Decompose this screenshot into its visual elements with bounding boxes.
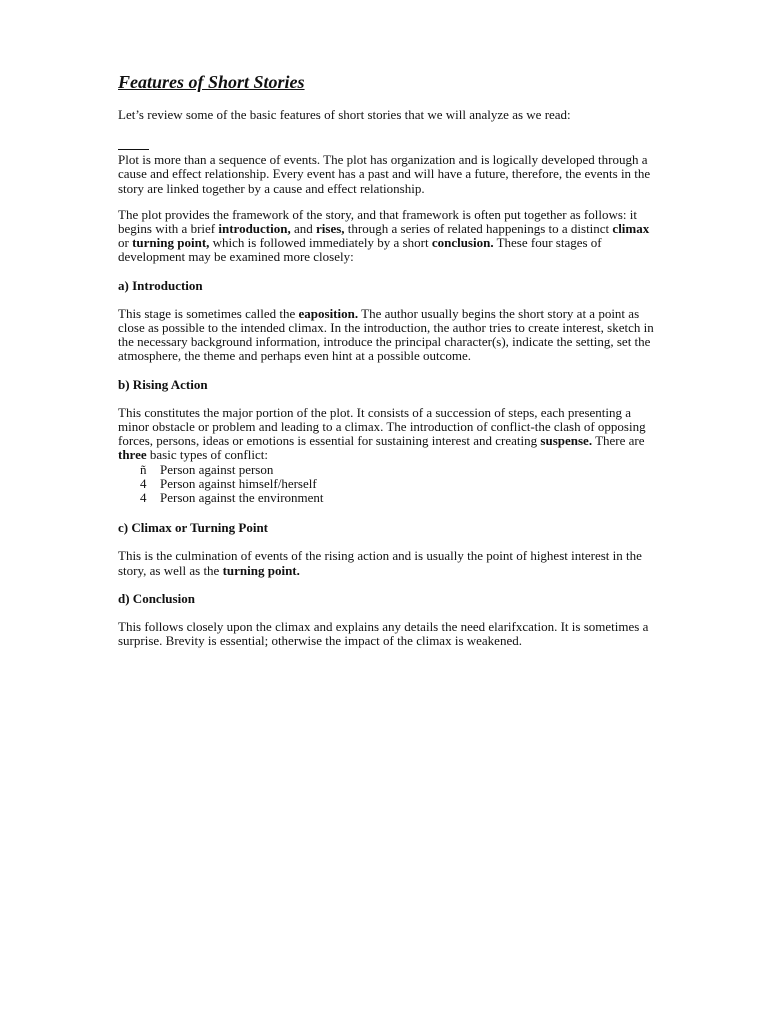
plot-text-5: which is followed immediately by a short <box>209 235 432 251</box>
section-heading-conclusion: d) Conclusion <box>118 590 195 606</box>
plot-bold-turning-point: turning point, <box>132 235 210 251</box>
rising-bold-three: three <box>118 447 147 463</box>
introduction-paragraph <box>118 307 656 364</box>
introduction-text-1: This stage is sometimes called the <box>118 305 299 321</box>
plot-paragraph-1: Plot is more than a sequence of events. The plot has organization and is logically developed through a cause and effect relationship. Every event has a past and will have a future, therefore, the events in the story are linked together by a cause and effect relationship. <box>118 152 651 196</box>
section-heading-climax: c) Climax or Turning Point <box>118 520 269 536</box>
list-item <box>118 463 656 477</box>
climax-text-1: This is the culmination of events of the rising action and is usually the point of highest interest in the story, as well as the <box>118 548 642 578</box>
bullet-marker: 4 <box>140 475 147 491</box>
list-item <box>118 477 656 491</box>
rising-text-3: basic types of conflict: <box>146 447 268 463</box>
list-item-text: Person against himself/herself <box>160 475 317 491</box>
section-heading-introduction: a) Introduction <box>118 277 203 293</box>
bullet-marker: ñ <box>140 461 147 477</box>
rising-action-paragraph <box>118 406 656 463</box>
list-item-text: Person against the environment <box>160 490 324 506</box>
rising-text-2: There are <box>592 433 645 449</box>
plot-text-1: The plot provides the framework of the story, and that framework is often put together as follows: it begins with a brief <box>118 206 638 237</box>
plot-text-3: through a series of related happenings to a distinct <box>344 221 613 237</box>
plot-bold-conclusion: conclusion. <box>431 235 494 251</box>
introduction-bold-exposition: eaposition. <box>298 305 359 321</box>
plot-text-6: These four stages of development may be examined more closely: <box>118 235 602 265</box>
bullet-marker: 4 <box>140 490 147 506</box>
plot-bold-climax: climax <box>612 221 650 237</box>
page-title: Features of Short Stories <box>118 72 305 92</box>
plot-bold-introduction: introduction, <box>218 221 291 237</box>
plot-text-2: and <box>290 221 317 237</box>
intro-paragraph: Let’s review some of the basic features of short stories that we will analyze as we read: <box>118 107 571 122</box>
list-item-text: Person against person <box>160 461 274 477</box>
plot-text-4: or <box>118 235 133 251</box>
plot-bold-rises: rises, <box>316 221 345 237</box>
climax-paragraph <box>118 549 656 577</box>
climax-bold-turning-point: turning point. <box>222 562 300 578</box>
section-heading-rising-action: b) Rising Action <box>118 376 208 392</box>
document-body <box>118 70 656 660</box>
list-item <box>118 491 656 505</box>
introduction-text-2: The author usually begins the short story at a point as close as possible to the intended climax. In the introduction, the author tries to create interest, sketch in the necessary background information, introduce the principal character(s), indicate the setting, set the atmosphere, the theme and perhaps even hint at a possible outcome. <box>118 305 654 364</box>
conclusion-paragraph: This follows closely upon the climax and explains any details the need elarifxcation. It is sometimes a surprise. Brevity is essential; otherwise the impact of the climax is weakened. <box>118 619 649 649</box>
rising-text-1: This constitutes the major portion of the plot. It consists of a succession of steps, each presenting a minor obstacle or problem and leading to a climax. The introduction of conflict-the clash of opposing forces, persons, ideas or emotions is essential for sustaining interest and creating <box>118 404 646 449</box>
conflict-list <box>118 463 656 506</box>
rising-bold-suspense: suspense. <box>540 433 593 449</box>
fill-in-blank-line <box>118 148 149 150</box>
plot-paragraph-2 <box>118 208 656 265</box>
